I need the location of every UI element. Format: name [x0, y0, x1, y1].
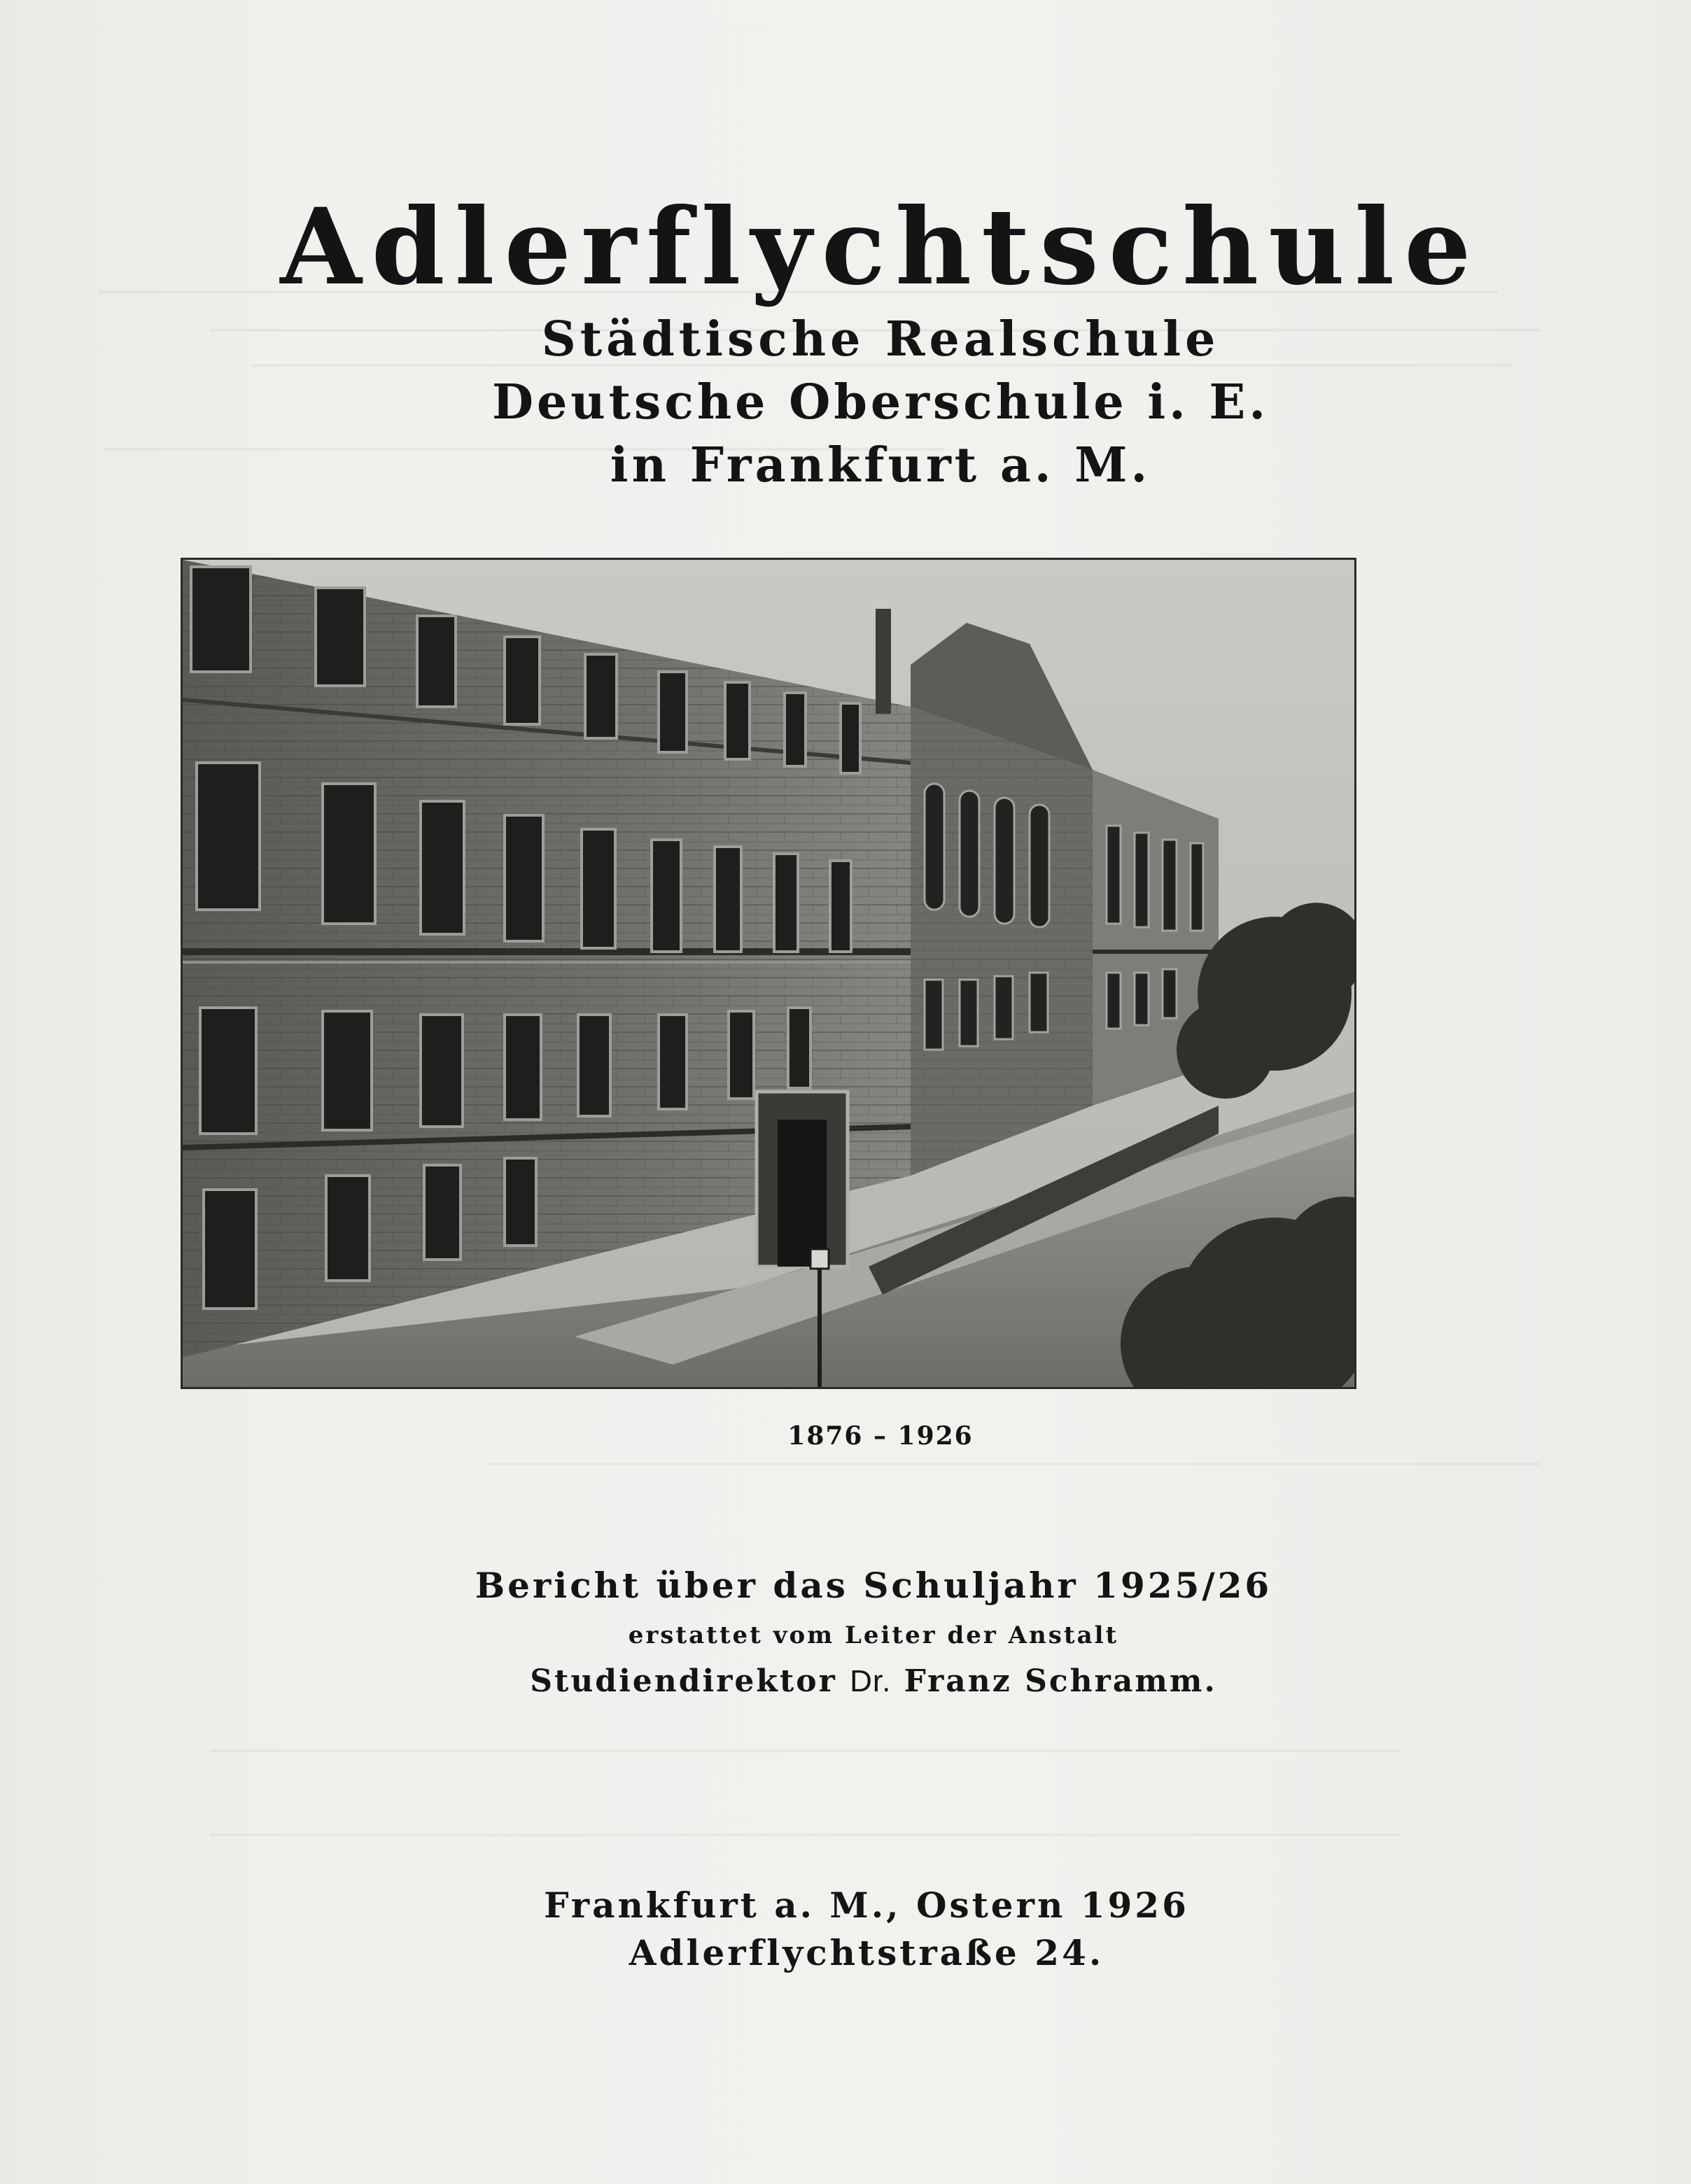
document-title: Adlerflychtschule [280, 185, 1481, 309]
director-line [28, 1662, 1691, 1701]
building-illustration [183, 560, 1354, 1387]
school-subtitle: Deutsche Oberschule i. E. [491, 374, 1270, 430]
street-address: Adlerflychtstraße 24. [629, 1932, 1104, 1973]
school-location: in Frankfurt a. M. [610, 437, 1151, 493]
bleed-through-line [210, 1749, 1400, 1752]
director-title: Dr. [850, 1664, 892, 1698]
anniversary-years: 1876 – 1926 [787, 1421, 974, 1451]
place-and-date: Frankfurt a. M., Ostern 1926 [544, 1884, 1189, 1926]
report-heading: Bericht über das Schuljahr 1925/26 [475, 1565, 1272, 1606]
report-byline: erstattet vom Leiter der Anstalt [628, 1621, 1119, 1649]
school-subtitle: Städtische Realschule [541, 311, 1220, 367]
bleed-through-line [210, 1833, 1400, 1836]
bleed-through-line [490, 1463, 1540, 1465]
director-name: Franz Schramm. [891, 1663, 1217, 1699]
school-building-photo [181, 558, 1356, 1389]
director-prefix: Studiendirektor [530, 1663, 850, 1699]
